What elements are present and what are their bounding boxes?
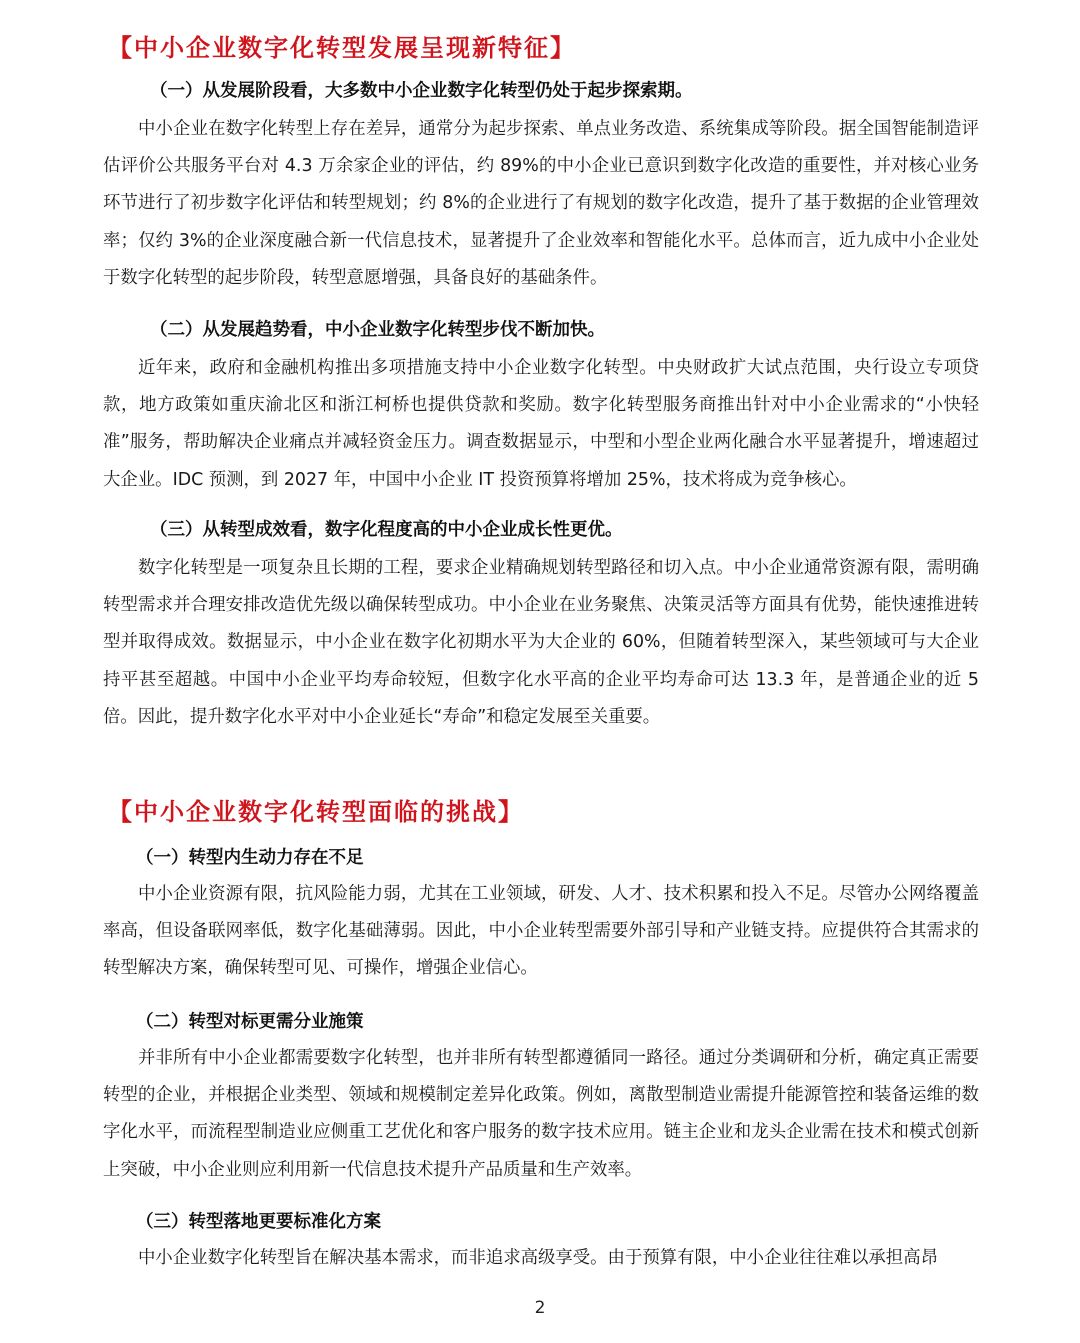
paragraph-internal-motivation: 中小企业资源有限，抗风险能力弱，尤其在工业领域，研发、人才、技术积累和投入不足。尽管办公网络覆盖率高，但设备联网率低，数字化基础薄弱。因此，中小企业转型需要外部引导和产业链支持。应提供符合其需求的转型解决方案，确保转型可见、可操作，增强企业信心。 [103,884,979,979]
paragraph-standardized-solution: 中小企业数字化转型旨在解决基本需求，而非追求高级享受。由于预算有限，中小企业往往难以承担高昂 [138,1248,938,1268]
paragraph-industry-policy: 并非所有中小企业都需要数字化转型，也并非所有转型都遵循同一路径。通过分类调研和分析，确定真正需要转型的企业，并根据企业类型、领域和规模制定差异化政策。例如，离散型制造业需提升能源管控和装备运维的数字化水平，而流程型制造业应侧重工艺优化和客户服务的数字技术应用。链主企业和龙头企业需在技术和模式创新上突破，中小企业则应利用新一代信息技术提升产品质量和生产效率。 [103,1048,979,1180]
paragraph-development-trend: 近年来，政府和金融机构推出多项措施支持中小企业数字化转型。中央财政扩大试点范围，央行设立专项贷款，地方政策如重庆渝北区和浙江柯桥也提供贷款和奖励。数字化转型服务商推出针对中小企业需求的“小快轻准”服务，帮助解决企业痛点并减轻资金压力。调查数据显示，中型和小型企业两化融合水平显著提升，增速超过大企业。IDC 预测，到 2027 年，中国中小企业 IT 投资预算将增加 25%，技术将成为竞争核心。 [103,358,979,490]
page-number: 2 [534,1298,546,1318]
subheading-standardized-solution: （三）转型落地更要标准化方案 [136,1212,381,1232]
subheading-internal-motivation: （一）转型内生动力存在不足 [136,848,364,868]
subheading-industry-policy: （二）转型对标更需分业施策 [136,1012,364,1032]
subheading-transformation-results: （三）从转型成效看，数字化程度高的中小企业成长性更优。 [150,520,623,540]
section-title-new-features: 【中小企业数字化转型发展呈现新特征】 [108,33,576,62]
subheading-development-stage: （一）从发展阶段看，大多数中小企业数字化转型仍处于起步探索期。 [150,81,693,101]
section-title-challenges: 【中小企业数字化转型面临的挑战】 [108,797,524,826]
paragraph-transformation-results: 数字化转型是一项复杂且长期的工程，要求企业精确规划转型路径和切入点。中小企业通常资源有限，需明确转型需求并合理安排改造优先级以确保转型成功。中小企业在业务聚焦、决策灵活等方面具有优势，能快速推进转型并取得成效。数据显示，中小企业在数字化初期水平为大企业的 60%，但随着转型深入，某些领域可与大企业持平甚至超越。中国中小企业平均寿命较短，但数字化水平高的企业平均寿命可达 13.3 年，是普通企业的近 5 倍。因此，提升数字化水平对中小企业延长“寿命”和稳定发展至关重要。 [103,558,979,727]
paragraph-development-stage: 中小企业在数字化转型上存在差异，通常分为起步探索、单点业务改造、系统集成等阶段。据全国智能制造评估评价公共服务平台对 4.3 万余家企业的评估，约 89%的中小企业已意识到数字化改造的重要性，并对核心业务环节进行了初步数字化评估和转型规划；约 8%的企业进行了有规划的数字化改造，提升了基于数据的企业管理效率；仅约 3%的企业深度融合新一代信息技术，显著提升了企业效率和智能化水平。总体而言，近九成中小企业处于数字化转型的起步阶段，转型意愿增强，具备良好的基础条件。 [103,119,979,288]
subheading-development-trend: （二）从发展趋势看，中小企业数字化转型步伐不断加快。 [150,320,605,340]
